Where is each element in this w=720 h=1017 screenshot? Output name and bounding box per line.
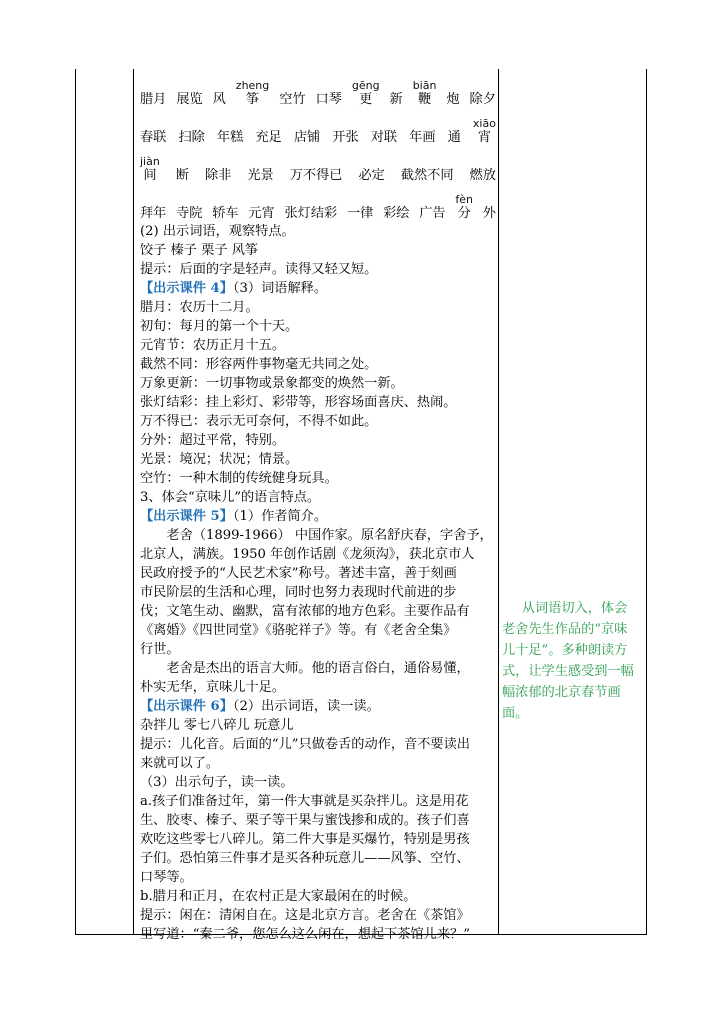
- vocabulary-row: [140, 184, 496, 222]
- pinyin-annotation: jiàn: [140, 154, 160, 168]
- word-text: 春联: [140, 129, 167, 145]
- text-line: 腊月：农历十二月。: [140, 300, 259, 315]
- pinyin-annotation: zheng: [235, 78, 270, 92]
- vocabulary-word: [279, 80, 305, 109]
- text-line: b.腊月和正月，在农村正是大家最闲在的时候。: [140, 889, 417, 904]
- word-text: 燃放: [469, 167, 496, 183]
- text-line: 初旬：每月的第一个十天。: [140, 319, 299, 334]
- vocabulary-word: [390, 80, 403, 109]
- text-line: 欢吃这些零七八碎儿。第二件大事是买爆竹，特别是男孩: [140, 832, 470, 847]
- word-text: 通: [447, 129, 461, 145]
- text-line: 来就可以了。: [140, 756, 220, 771]
- vocabulary-word: [455, 194, 473, 223]
- vocabulary-word: [176, 80, 202, 109]
- vocabulary-word: [290, 156, 343, 185]
- word-text: 断: [175, 167, 189, 183]
- vocabulary-word: [470, 80, 496, 109]
- vocabulary-word: [448, 118, 461, 147]
- text-line: 万象更新：一切事物或景象都变的焕然一新。: [140, 376, 404, 391]
- word-text: 展览: [176, 91, 203, 107]
- word-text: 年画: [409, 129, 436, 145]
- text-line: 伐；文笔生动、幽默，富有浓郁的地方色彩。主要作品有: [140, 604, 470, 619]
- text-line: 市民阶层的生活和心理，同时也努力表现时代前进的步: [140, 585, 457, 600]
- vocabulary-word: [236, 80, 269, 109]
- vocabulary-word: [178, 118, 204, 147]
- vocabulary-word: [248, 194, 274, 223]
- table-border-col1: [133, 69, 134, 935]
- table-border-right: [646, 69, 647, 935]
- text-line: 提示：儿化音。后面的“儿”只做卷舌的动作，音不要读出: [140, 737, 470, 752]
- vocabulary-word: [140, 194, 166, 223]
- vocabulary-row: [140, 146, 496, 184]
- text-line: 空竹：一种木制的传统健身玩具。: [140, 471, 338, 486]
- vocabulary-word: [212, 194, 238, 223]
- word-text: 必定: [358, 167, 385, 183]
- text-line: 提示：闲在：清闲自在。这是北京方言。老舍在《茶馆》: [140, 908, 470, 923]
- text-line: 元宵节：农历正月十五。: [140, 338, 286, 353]
- word-text: 分: [457, 205, 471, 221]
- text-line: 朴实无华，京味儿十足。: [140, 680, 286, 695]
- vocabulary-word: [409, 118, 435, 147]
- vocabulary-word: [140, 80, 166, 109]
- text-line: a.孩子们准备过年，第一件大事就是买杂拌儿。这是用花: [140, 794, 469, 809]
- text-line: 【出示课件 5】（1）作者简介。: [140, 509, 328, 524]
- vocabulary-word: [371, 118, 397, 147]
- text-line: 老舍（1899-1966） 中国作家。原名舒庆春，字舍予，: [166, 528, 493, 543]
- vocabulary-word: [255, 118, 281, 147]
- pinyin-annotation: gēng: [351, 78, 380, 92]
- lesson-content: [140, 70, 496, 944]
- text-line: 北京人，满族。1950 年创作话剧《龙须沟》，获北京市人: [140, 547, 475, 562]
- vocabulary-word: [470, 156, 496, 185]
- word-text: 寺院: [176, 205, 203, 221]
- vocabulary-word: [140, 156, 160, 185]
- word-text: 外: [482, 205, 496, 221]
- word-text: 充足: [255, 129, 282, 145]
- word-text: 年糕: [216, 129, 244, 145]
- vocabulary-word: [383, 194, 409, 223]
- text-line: 截然不同：形容两件事物毫无共同之处。: [140, 357, 378, 372]
- teaching-remark: [502, 598, 642, 724]
- word-text: 口琴: [315, 91, 342, 107]
- word-text: 开张: [332, 129, 359, 145]
- courseware-tag: 【出示课件 5】: [140, 509, 233, 524]
- text-line: 饺子 榛子 栗子 风筝: [140, 243, 259, 258]
- table-border-col2: [498, 69, 499, 935]
- vocabulary-word: [213, 80, 226, 109]
- vocabulary-word: [483, 194, 496, 223]
- text-line: 【出示课件 4】（3）词语解释。: [140, 281, 328, 296]
- word-text: 更: [359, 91, 373, 107]
- word-text: 元宵: [248, 205, 275, 221]
- vocabulary-word: [473, 118, 496, 147]
- vocabulary-word: [205, 156, 231, 185]
- vocabulary-word: [217, 118, 243, 147]
- word-text: 一律: [347, 205, 374, 221]
- vocabulary-word: [176, 194, 202, 223]
- remark-line: 从词语切入，体会: [521, 601, 628, 616]
- text-line: 万不得已：表示无可奈何，不得不如此。: [140, 414, 378, 429]
- word-text: 截然不同: [400, 167, 454, 183]
- remark-line: 面。: [502, 706, 529, 721]
- word-text: 空竹: [279, 91, 306, 107]
- vocabulary-word: [446, 80, 459, 109]
- pinyin-annotation: xiāo: [472, 116, 496, 130]
- text-line: 生、胶枣、榛子、栗子等干果与蜜饯掺和成的。孩子们喜: [140, 813, 470, 828]
- word-text: 宵: [477, 129, 491, 145]
- word-text: 风: [212, 91, 226, 107]
- word-text: 炮: [446, 91, 460, 107]
- word-text: 轿车: [212, 205, 239, 221]
- vocabulary-row: [140, 108, 496, 146]
- word-text: 店铺: [293, 129, 321, 145]
- word-text: 拜年: [140, 205, 167, 221]
- vocabulary-word: [413, 80, 437, 109]
- vocabulary-word: [176, 156, 189, 185]
- word-text: 张灯结彩: [284, 205, 338, 221]
- word-text: 筝: [245, 91, 260, 107]
- text-line: 老舍是杰出的语言大师。他的语言俗白，通俗易懂，: [166, 661, 470, 676]
- text-line: 里写道：“秦二爷，您怎么这么闲在，想起下茶馆儿来？”: [140, 927, 470, 942]
- word-text: 光景: [247, 167, 274, 183]
- text-line: 杂拌儿 零七八碎儿 玩意儿: [140, 718, 294, 733]
- word-text: 万不得已: [289, 167, 343, 183]
- vocabulary-word: [401, 156, 454, 185]
- courseware-tag: 【出示课件 6】: [140, 699, 233, 714]
- word-text: 新: [389, 91, 403, 107]
- vocabulary-row: [140, 70, 496, 108]
- text-line: 3、体会“京味儿”的语言特点。: [140, 490, 321, 505]
- remark-line: 老舍先生作品的“京味: [502, 622, 628, 637]
- remark-line: 式，让学生感受到一幅: [502, 664, 634, 679]
- text-line: 子们。恐怕第三件事才是买各种玩意儿——风筝、空竹、: [140, 851, 470, 866]
- text-line: 光景：境况；状况；情景。: [140, 452, 299, 467]
- table-border-left: [75, 69, 76, 935]
- word-text: 对联: [370, 129, 398, 145]
- vocabulary-word: [247, 156, 273, 185]
- vocabulary-word: [347, 194, 373, 223]
- remark-line: 幅浓郁的北京春节画: [502, 685, 621, 700]
- vocabulary-word: [294, 118, 320, 147]
- vocabulary-word: [316, 80, 342, 109]
- courseware-tag: 【出示课件 4】: [140, 281, 233, 296]
- vocabulary-word: [285, 194, 338, 223]
- word-text: 鞭: [417, 91, 432, 107]
- vocabulary-word: [332, 118, 358, 147]
- vocabulary-word: [419, 194, 445, 223]
- vocabulary-word: [352, 80, 380, 109]
- vocabulary-word: [140, 118, 166, 147]
- word-text: 除夕: [469, 91, 496, 107]
- pinyin-annotation: biān: [412, 78, 437, 92]
- text-line: 分外：超过平常，特别。: [140, 433, 286, 448]
- word-text: 扫除: [178, 129, 205, 145]
- word-text: 彩绘: [383, 205, 410, 221]
- text-line: 提示：后面的字是轻声。读得又轻又短。: [140, 262, 378, 277]
- text-line: （3）出示句子，读一读。: [140, 775, 294, 790]
- text-line: 口琴等。: [140, 870, 193, 885]
- text-line: 【出示课件 6】（2）出示词语，读一读。: [140, 699, 380, 714]
- word-text: 腊月: [140, 91, 167, 107]
- remark-line: 儿十足”。多种朗读方: [502, 643, 628, 658]
- vocabulary-word: [358, 156, 384, 185]
- text-line: 行世。: [140, 642, 180, 657]
- text-line: 张灯结彩：挂上彩灯、彩带等，形容场面喜庆、热闹。: [140, 395, 457, 410]
- vocabulary-list: [140, 70, 496, 222]
- text-line: 《离婚》《四世同堂》《骆驼祥子》等。有《老舍全集》: [140, 623, 457, 638]
- text-line: 民政府授予的“人民艺术家”称号。著述丰富，善于刻画: [140, 566, 457, 581]
- text-line: (2) 出示词语，观察特点。: [140, 224, 295, 239]
- word-text: 除非: [204, 167, 232, 183]
- word-text: 广告: [419, 205, 446, 221]
- word-text: 间: [143, 167, 157, 183]
- pinyin-annotation: fèn: [455, 192, 473, 206]
